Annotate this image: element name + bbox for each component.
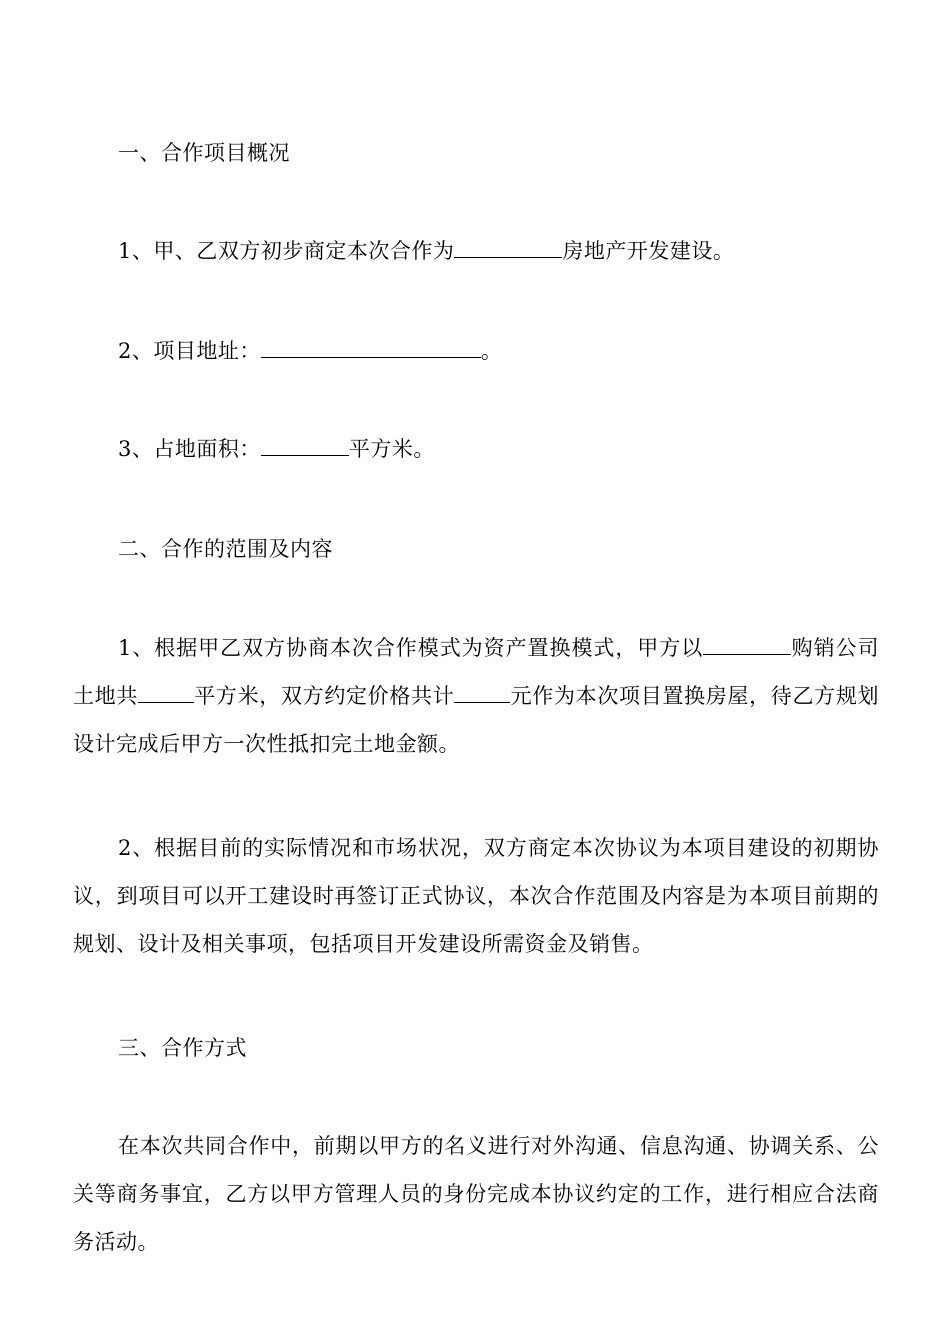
land-area-blank [261,437,349,456]
section-3-heading: 三、合作方式 [118,1036,247,1060]
section-1-item-1 [118,239,734,263]
section-3-paragraph-1: 在本次共同合作中，前期以甲方的名义进行对外沟通、信息沟通、协调关系、公关等商务事宜，乙方以甲方管理人员的身份完成本协议约定的工作，进行相应合法商务活动。 [73,1134,879,1254]
item-2-text-prefix: 2、项目地址： [118,339,261,363]
section-1-heading: 一、合作项目概况 [118,141,290,165]
item-3-text-suffix: 平方米。 [348,437,435,461]
area-amount-blank [138,684,194,703]
section-2-heading: 二、合作的范围及内容 [118,537,333,561]
company-name-blank [703,636,791,655]
paragraph-1-part-a: 1、根据甲乙双方协商本次合作模式为资产置换模式，甲方以 [118,636,704,660]
item-1-text-prefix: 1、甲、乙双方初步商定本次合作为 [118,239,455,263]
paragraph-1-part-b: 购销公司土地共 [73,636,880,708]
section-1-item-2 [118,339,502,363]
paragraph-1-part-d: 元作为本次项目置换房屋，待乙方规划设计完成后甲方一次性抵扣完土地金额。 [73,684,880,756]
price-amount-blank [454,684,510,703]
section-2-paragraph-2: 2、根据目前的实际情况和市场状况，双方商定本次协议为本项目建设的初期协议，到项目可以开工建设时再签订正式协议，本次合作范围及内容是为本项目前期的规划、设计及相关事项，包括项目开发建设所需资金及销售。 [73,836,879,956]
paragraph-1-part-c: 平方米，双方约定价格共计 [194,684,455,708]
section-1-item-3 [118,437,435,461]
project-name-blank [454,239,562,258]
project-address-blank [261,339,481,358]
section-2-paragraph-1 [73,624,879,768]
item-2-text-suffix: 。 [480,339,503,363]
item-1-text-suffix: 房地产开发建设。 [562,239,735,263]
item-3-text-prefix: 3、占地面积： [118,437,261,461]
